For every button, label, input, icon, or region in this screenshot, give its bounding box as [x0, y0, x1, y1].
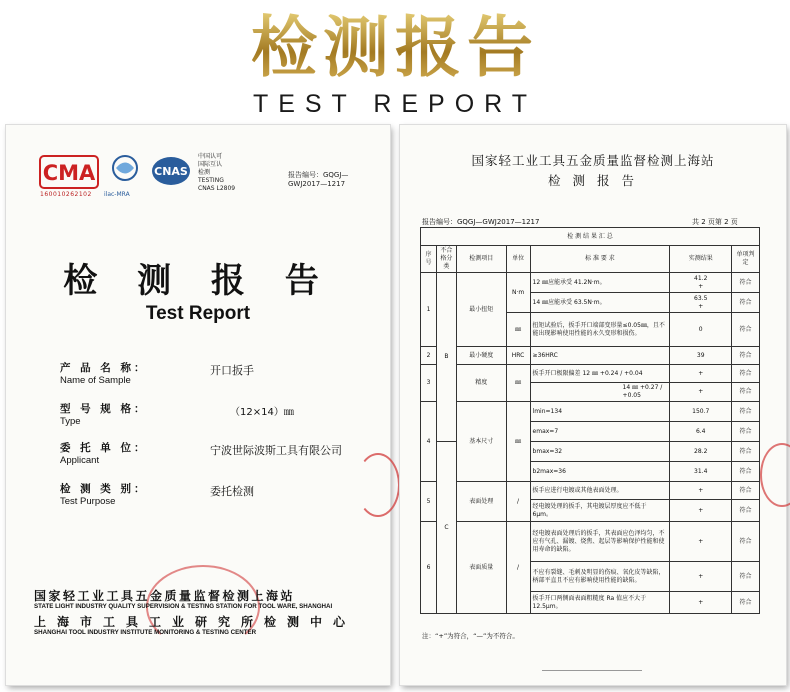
result-cell: + [670, 482, 732, 500]
footer-rule [542, 670, 642, 671]
result-cell: 63.5 + [670, 293, 732, 313]
requirement-cell: ≥36HRC [530, 347, 670, 365]
cma-number: 160010262102 [40, 191, 92, 198]
requirement-cell: 扳手应进行电镀或其他表面处理。 [530, 482, 670, 500]
unit-cell: ㎜ [506, 313, 530, 347]
cover-title-cn: 检 测 报 告 [63, 261, 333, 301]
unit-cell: / [506, 482, 530, 522]
red-seal-stamp [760, 443, 790, 507]
requirement-cell: 经电镀处理的扳手，其电镀层厚度应不低于 6μm。 [530, 500, 670, 522]
hero-subtitle: TEST REPORT [252, 90, 538, 118]
requirement-cell: 12 ㎜应能承受 41.2N·m。 [530, 273, 670, 293]
table-row [421, 522, 760, 562]
ilac-label: ilac-MRA [104, 191, 130, 198]
judgement-cell: 符合 [732, 347, 760, 365]
judgement-cell: 符合 [732, 293, 760, 313]
column-header: 不合格分类 [436, 246, 456, 273]
requirement-cell [530, 365, 670, 383]
requirement-cell: 扭矩试验后，扳手开口端部变形量≤0.05㎜，且不能出现影响使用性能的永久变形和损伤。 [530, 313, 670, 347]
row-number: 6 [421, 522, 437, 614]
result-cell: 6.4 [670, 422, 732, 442]
report-cover-page [6, 125, 390, 685]
table-row [421, 482, 760, 500]
table-note: 注：“+”为符合，“—”为不符合。 [422, 632, 519, 640]
field-label-en: Test Purpose [60, 496, 116, 507]
judgement-cell: 符合 [732, 500, 760, 522]
unit-cell: ㎜ [506, 402, 530, 482]
table-header-row [421, 246, 760, 273]
judgement-cell: 符合 [732, 522, 760, 562]
column-header: 标 准 要 求 [530, 246, 670, 273]
requirement-cell: 经电镀表面处理后的扳手，其表面应色泽均匀，不应有气孔、漏镀、烧焦、起层等影响保护性能和使用寿命的缺陷。 [530, 522, 670, 562]
field-label-en: Type [60, 416, 81, 427]
result-cell: 39 [670, 347, 732, 365]
unit-cell: / [506, 522, 530, 614]
item-cell: 表面质量 [456, 522, 506, 614]
cma-logo-icon [38, 153, 100, 193]
judgement-cell: 符合 [732, 482, 760, 500]
field-label-cn: 产 品 名 称： [60, 362, 148, 374]
result-cell: + [670, 500, 732, 522]
judgement-cell: 符合 [732, 422, 760, 442]
judgement-cell: 符合 [732, 365, 760, 383]
judgement-cell: 符合 [732, 402, 760, 422]
cnas-caption: 中国认可 国际互认 检测 TESTING CNAS L2809 [198, 153, 236, 192]
requirement-cell: b2max=36 [530, 462, 670, 482]
requirement-cell: 14 ㎜应能承受 63.5N·m。 [530, 293, 670, 313]
item-cell: 最小硬度 [456, 347, 506, 365]
row-number: 4 [421, 402, 437, 482]
tolerance-text: 12 ㎜ +0.24 / +0.04 [582, 369, 643, 377]
requirement-cell: lmin=134 [530, 402, 670, 422]
field-value: 委托检测 [210, 485, 254, 498]
ilac-mra-logo-icon [108, 153, 142, 189]
requirement-cell: bmax=32 [530, 442, 670, 462]
judgement-cell: 符合 [732, 592, 760, 614]
row-number: 5 [421, 482, 437, 522]
field-label-en: Applicant [60, 455, 100, 466]
column-header: 单项判定 [732, 246, 760, 273]
station-name-cn: 国家轻工业工具五金质量监督检测上海站 [34, 589, 296, 603]
item-cell: 精度 [456, 365, 506, 402]
accreditation-logos [38, 153, 368, 203]
requirement-cell: 扳手开口两侧面表面粗糙度 Ra 值应不大于 12.5μm。 [530, 592, 670, 614]
unit-cell: HRC [506, 347, 530, 365]
field-label-en: Name of Sample [60, 375, 131, 386]
item-cell: 表面处理 [456, 482, 506, 522]
result-cell: + [670, 383, 732, 402]
report-number: 报告编号：GQGJ—GWJ2017—1217 [288, 171, 349, 188]
item-cell: 最小扭矩 [456, 273, 506, 347]
requirement-cell: emax=7 [530, 422, 670, 442]
row-number: 2 [421, 347, 437, 365]
result-cell: 0 [670, 313, 732, 347]
judgement-cell: 符合 [732, 313, 760, 347]
judgement-cell: 符合 [732, 442, 760, 462]
judgement-cell: 符合 [732, 562, 760, 592]
judgement-cell: 符合 [732, 273, 760, 293]
sample-name-field [60, 360, 380, 386]
table-row [421, 347, 760, 365]
requirement-text: 扳手开口极限偏差 [532, 369, 581, 377]
cma-label: CMA [42, 161, 96, 185]
result-cell: + [670, 522, 732, 562]
red-seal-stamp [356, 453, 400, 517]
hero-title: 检测报告 [0, 8, 790, 88]
column-header: 单位 [506, 246, 530, 273]
type-field [60, 401, 380, 427]
requirement-cell [530, 383, 670, 402]
column-header: 检测项目 [456, 246, 506, 273]
row-number: 1 [421, 273, 437, 347]
cnas-label: CNAS [154, 165, 188, 178]
table-row [421, 273, 760, 293]
station-name-en: STATE LIGHT INDUSTRY QUALITY SUPERVISION & TESTING STATION FOR TOOL WARE, SHANGHAI [34, 603, 333, 610]
summary-header: 检 测 结 果 汇 总 [421, 228, 760, 246]
column-header: 实测结果 [670, 246, 732, 273]
tolerance-text: 14 ㎜ +0.27 / +0.05 [622, 384, 663, 399]
result-cell: 150.7 [670, 402, 732, 422]
class-cell: B [436, 273, 456, 442]
report-results-page [400, 125, 786, 685]
report-number: 报告编号：GQGJ—GWJ2017—1217 [422, 218, 540, 226]
table-row [421, 365, 760, 383]
field-label-cn: 委 托 单 位： [60, 442, 148, 454]
result-cell: 28.2 [670, 442, 732, 462]
results-page-title: 国家轻工业工具五金质量监督检测上海站 [471, 153, 715, 168]
page-indicator: 共 2 页第 2 页 [692, 218, 738, 226]
field-value: 宁波世际波斯工具有限公司 [210, 444, 342, 457]
unit-cell: N·m [506, 273, 530, 313]
results-page-subtitle: 检 测 报 告 [548, 173, 638, 188]
table-row [421, 402, 760, 422]
field-label-cn: 型 号 规 格： [60, 403, 148, 415]
cnas-logo-icon [150, 155, 192, 187]
result-cell: + [670, 562, 732, 592]
result-cell: 41.2 + [670, 273, 732, 293]
column-header: 序号 [421, 246, 437, 273]
judgement-cell: 符合 [732, 462, 760, 482]
row-number: 3 [421, 365, 437, 402]
results-table [420, 227, 760, 614]
requirement-cell: 不应有裂缝、毛刺及明显的伤痕、氧化皮等缺陷，柄部平直且不应有影响使用性能的缺陷。 [530, 562, 670, 592]
test-purpose-field [60, 481, 380, 507]
table-row [421, 228, 760, 246]
field-value: 开口扳手 [210, 364, 254, 377]
institute-name-en: SHANGHAI TOOL INDUSTRY INSTITUTE MONITORING & TESTING CENTER [34, 629, 257, 636]
institute-name-cn: 上海市工具工业研究所检测中心 [34, 615, 357, 629]
class-cell: C [436, 442, 456, 614]
item-cell: 基本尺寸 [456, 402, 506, 482]
result-cell: 31.4 [670, 462, 732, 482]
field-label-cn: 检 测 类 别： [60, 483, 148, 495]
cover-title-en: Test Report [145, 303, 251, 324]
result-cell: + [670, 592, 732, 614]
result-cell: + [670, 365, 732, 383]
unit-cell: ㎜ [506, 365, 530, 402]
applicant-field [60, 440, 380, 466]
judgement-cell: 符合 [732, 383, 760, 402]
field-value: （12×14）㎜ [230, 407, 294, 418]
